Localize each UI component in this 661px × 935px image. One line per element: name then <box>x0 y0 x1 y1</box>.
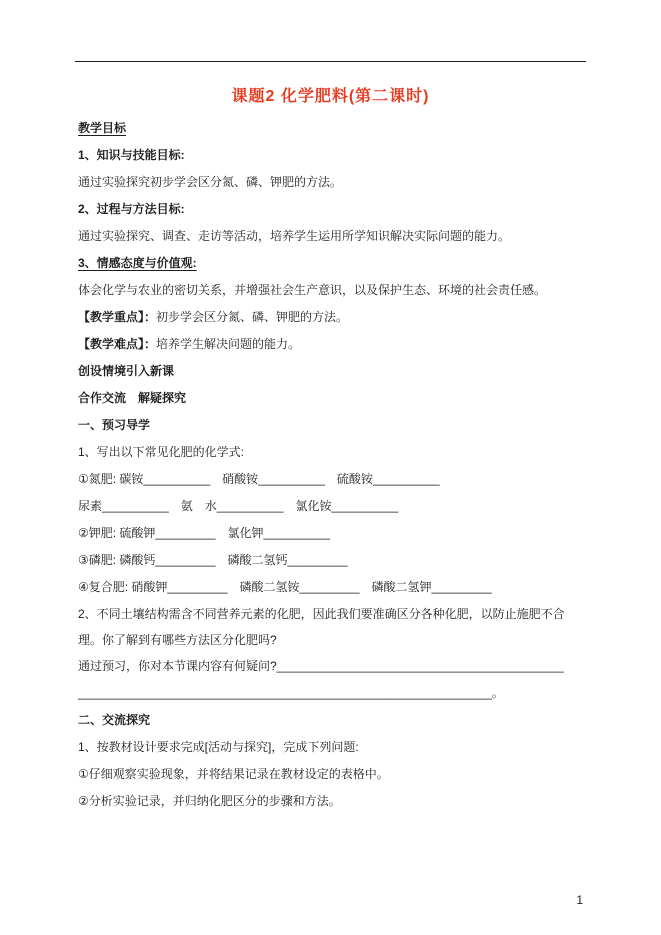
heading-intro-new-lesson: 创设情境引入新课 <box>78 364 175 378</box>
goal1-heading: 1、知识与技能目标: <box>78 148 185 162</box>
preview-question-blank-line2: ______________________________________________________________。 <box>78 686 504 700</box>
goal1-body: 通过实验探究初步学会区分氮、磷、钾肥的方法。 <box>78 175 343 189</box>
teaching-difficulty-label: 【教学难点】： <box>78 337 157 351</box>
goal3-heading: 3、情感态度与价值观: <box>78 256 197 270</box>
teaching-key-point <box>78 304 588 331</box>
page-number: 1 <box>576 893 583 907</box>
heading-preview-guide: 一、预习导学 <box>78 418 151 432</box>
teaching-key-point-label: 【教学重点】： <box>78 310 157 324</box>
teaching-key-point-text: 初步学会区分氮、磷、钾肥的方法。 <box>156 310 349 324</box>
heading-teaching-goals: 教学目标 <box>78 121 127 135</box>
fertilizer-phosphate-line: ③磷肥: 磷酸钙_________ 磷酸二氢钙_________ <box>78 553 348 567</box>
question-1: 1、写出以下常见化肥的化学式: <box>78 445 245 459</box>
document-body <box>78 115 588 815</box>
teaching-difficulty <box>78 331 588 358</box>
goal3-body: 体会化学与农业的密切关系，并增强社会生产意识，以及保护生态、环境的社会责任感。 <box>78 283 547 297</box>
explore-item-2: ①仔细观察实验现象，并将结果记录在教材设定的表格中。 <box>78 767 389 781</box>
question-2: 2、不同土壤结构需含不同营养元素的化肥，因此我们要准确区分各种化肥，以防止施肥不合理。你了解到有哪些方法区分化肥吗? <box>78 607 565 647</box>
heading-cooperative-exploration: 合作交流 解疑探究 <box>78 391 187 405</box>
goal2-body: 通过实验探究、调查、走访等活动，培养学生运用所学知识解决实际问题的能力。 <box>78 229 511 243</box>
preview-question-blank-line1: 通过预习，你对本节课内容有何疑问?___________________________________________ <box>78 659 564 673</box>
explore-item-3: ②分析实验记录，并归纳化肥区分的步骤和方法。 <box>78 794 341 808</box>
document-title: 课题2 化学肥料(第二课时) <box>231 88 430 105</box>
fertilizer-nitrogen-line2: 尿素__________ 氨 水__________ 氯化铵__________ <box>78 499 399 513</box>
goal2-heading: 2、过程与方法目标: <box>78 202 185 216</box>
fertilizer-compound-line: ④复合肥: 硝酸钾_________ 磷酸二氢铵_________ 磷酸二氢钾_________ <box>78 580 492 594</box>
heading-exchange-exploration: 二、交流探究 <box>78 713 151 727</box>
explore-item-1: 1、按教材设计要求完成[活动与探究]，完成下列问题: <box>78 740 359 754</box>
fertilizer-potassium-line: ②钾肥: 硫酸钾_________ 氯化钾__________ <box>78 526 331 540</box>
header-rule <box>75 61 586 62</box>
teaching-difficulty-text: 培养学生解决问题的能力。 <box>156 337 301 351</box>
fertilizer-nitrogen-line1: ①氮肥: 碳铵__________ 硝酸铵__________ 硫酸铵__________ <box>78 472 440 486</box>
